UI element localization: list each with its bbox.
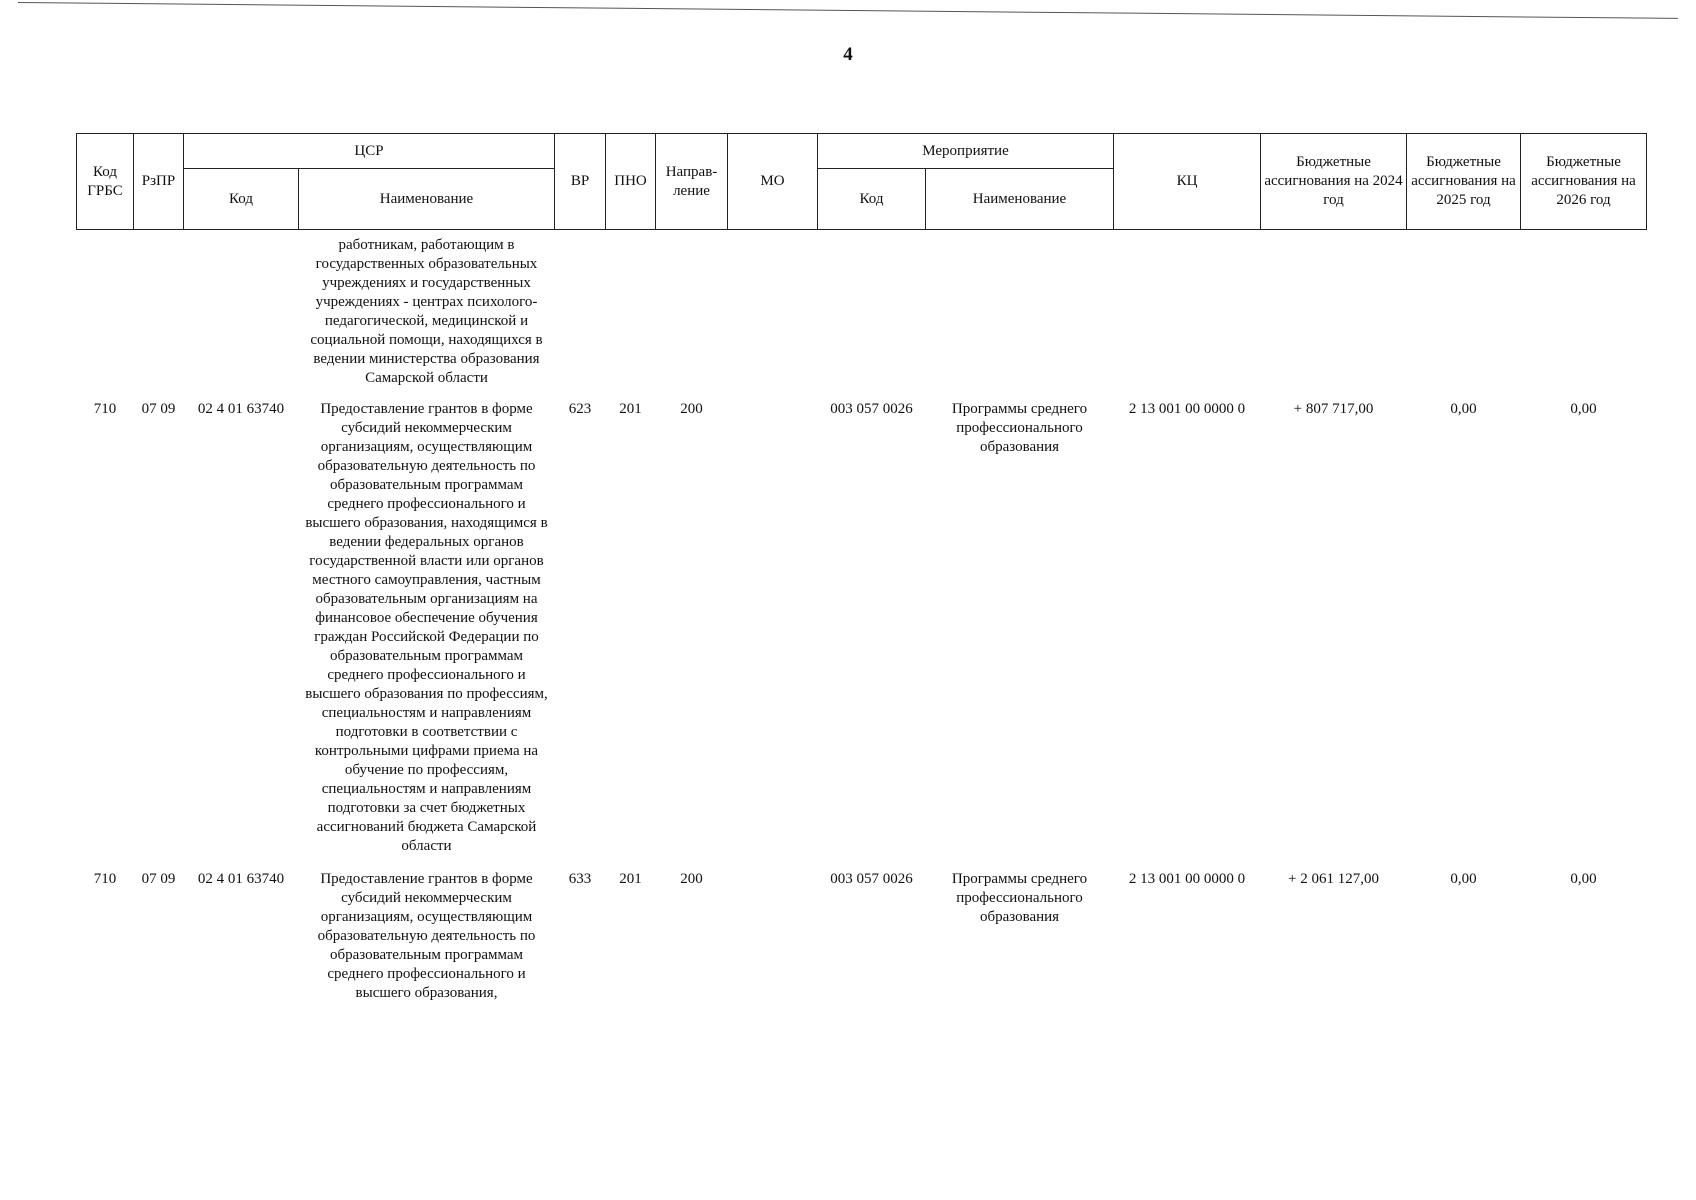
header-csr: ЦСР — [184, 134, 555, 169]
header-rzpr: РзПР — [134, 134, 184, 230]
header-kc: КЦ — [1114, 134, 1261, 230]
cell-rzpr — [134, 230, 184, 401]
cell-ba-2026: 0,00 — [1570, 401, 1597, 417]
table-row — [77, 870, 1647, 1003]
header-ba-2025: Бюджетные ассигнования на 2025 год — [1407, 134, 1521, 230]
cell-pno — [606, 230, 656, 401]
cell-csr-kod: 02 4 01 63740 — [197, 871, 285, 887]
cell-mo — [728, 230, 818, 401]
cell-mo — [728, 870, 818, 1003]
cell-kc: 2 13 001 00 0000 0 — [1128, 871, 1246, 887]
header-vr: ВР — [555, 134, 606, 230]
header-meropriyatie: Мероприятие — [818, 134, 1114, 169]
cell-mer-kod: 003 057 0026 — [830, 401, 913, 417]
cell-ba-2024: + 807 717,00 — [1293, 401, 1374, 417]
header-napravlenie: Направ-ление — [656, 134, 728, 230]
cell-ba-2024: + 2 061 127,00 — [1288, 871, 1379, 887]
header-pno: ПНО — [606, 134, 656, 230]
cell-kod-grbs — [77, 230, 134, 401]
table-row — [77, 400, 1647, 870]
cell-ba-2025: 0,00 — [1450, 401, 1477, 417]
cell-napravlenie: 200 — [680, 871, 703, 887]
header-ba-2026: Бюджетные ассигнования на 2026 год — [1521, 134, 1647, 230]
header-mo: МО — [728, 134, 818, 230]
cell-vr: 633 — [568, 871, 592, 887]
header-mer-kod: Код — [818, 169, 926, 230]
cell-csr-kod: 02 4 01 63740 — [197, 401, 285, 417]
header-ba-2024: Бюджетные ассигнования на 2024 год — [1261, 134, 1407, 230]
cell-kc — [1114, 230, 1261, 401]
header-csr-name: Наименование — [299, 169, 555, 230]
page-number: 4 — [843, 44, 853, 65]
cell-csr-name: работникам, работающим в государственных образовательных учреждениях и государственных учреждениях - центрах психолого-педагогической, медицинской и социальной помощи, находящихся в ведении министерства образования Самарской области — [310, 237, 543, 386]
cell-csr-kod — [184, 230, 299, 401]
header-csr-kod: Код — [184, 169, 299, 230]
cell-vr — [555, 230, 606, 401]
table-row — [77, 230, 1647, 401]
cell-mer-name — [926, 230, 1114, 401]
cell-napravlenie — [656, 230, 728, 401]
cell-ba-2025 — [1407, 230, 1521, 401]
cell-ba-2026 — [1521, 230, 1647, 401]
cell-kod-grbs: 710 — [93, 401, 117, 417]
cell-kod-grbs: 710 — [93, 871, 117, 887]
cell-pno: 201 — [619, 871, 642, 887]
cell-mo — [728, 400, 818, 870]
cell-rzpr: 07 09 — [141, 871, 176, 887]
cell-mer-name: Программы среднего профессионального образования — [951, 871, 1088, 925]
cell-pno: 201 — [619, 401, 642, 417]
page-top-rule — [18, 2, 1678, 19]
cell-kc: 2 13 001 00 0000 0 — [1128, 401, 1246, 417]
cell-ba-2025: 0,00 — [1450, 871, 1477, 887]
cell-mer-name: Программы среднего профессионального образования — [951, 401, 1088, 455]
cell-ba-2026: 0,00 — [1570, 871, 1597, 887]
cell-csr-name: Предоставление грантов в форме субсидий некоммерческим организациям, осуществляющим образовательную деятельность по образовательным программам среднего профессионального и высшего образования, находящимся в ведении федеральных органов государственной власти или органов местного самоуправления, частным образовательным организациям на финансовое обеспечение обучения граждан Российской Федерации по образовательным программам среднего профессионального и высшего образования по профессиям, специальностям и направлениям подготовки в соответствии с контрольными цифрами приема на обучение по профессиям, специальностям и направлениям подготовки за счет бюджетных ассигнований бюджета Самарской области — [305, 401, 548, 854]
table-header-row-top — [77, 134, 1647, 169]
budget-table — [76, 133, 1647, 1003]
cell-csr-name: Предоставление грантов в форме субсидий некоммерческим организациям, осуществляющим образовательную деятельность по образовательным программам среднего профессионального и высшего образования, — [317, 871, 536, 1001]
header-mer-name: Наименование — [926, 169, 1114, 230]
cell-vr: 623 — [568, 401, 592, 417]
cell-mer-kod — [818, 230, 926, 401]
cell-napravlenie: 200 — [680, 401, 703, 417]
cell-rzpr: 07 09 — [141, 401, 176, 417]
cell-ba-2024 — [1261, 230, 1407, 401]
header-kod-grbs: Код ГРБС — [77, 134, 134, 230]
cell-mer-kod: 003 057 0026 — [830, 871, 913, 887]
